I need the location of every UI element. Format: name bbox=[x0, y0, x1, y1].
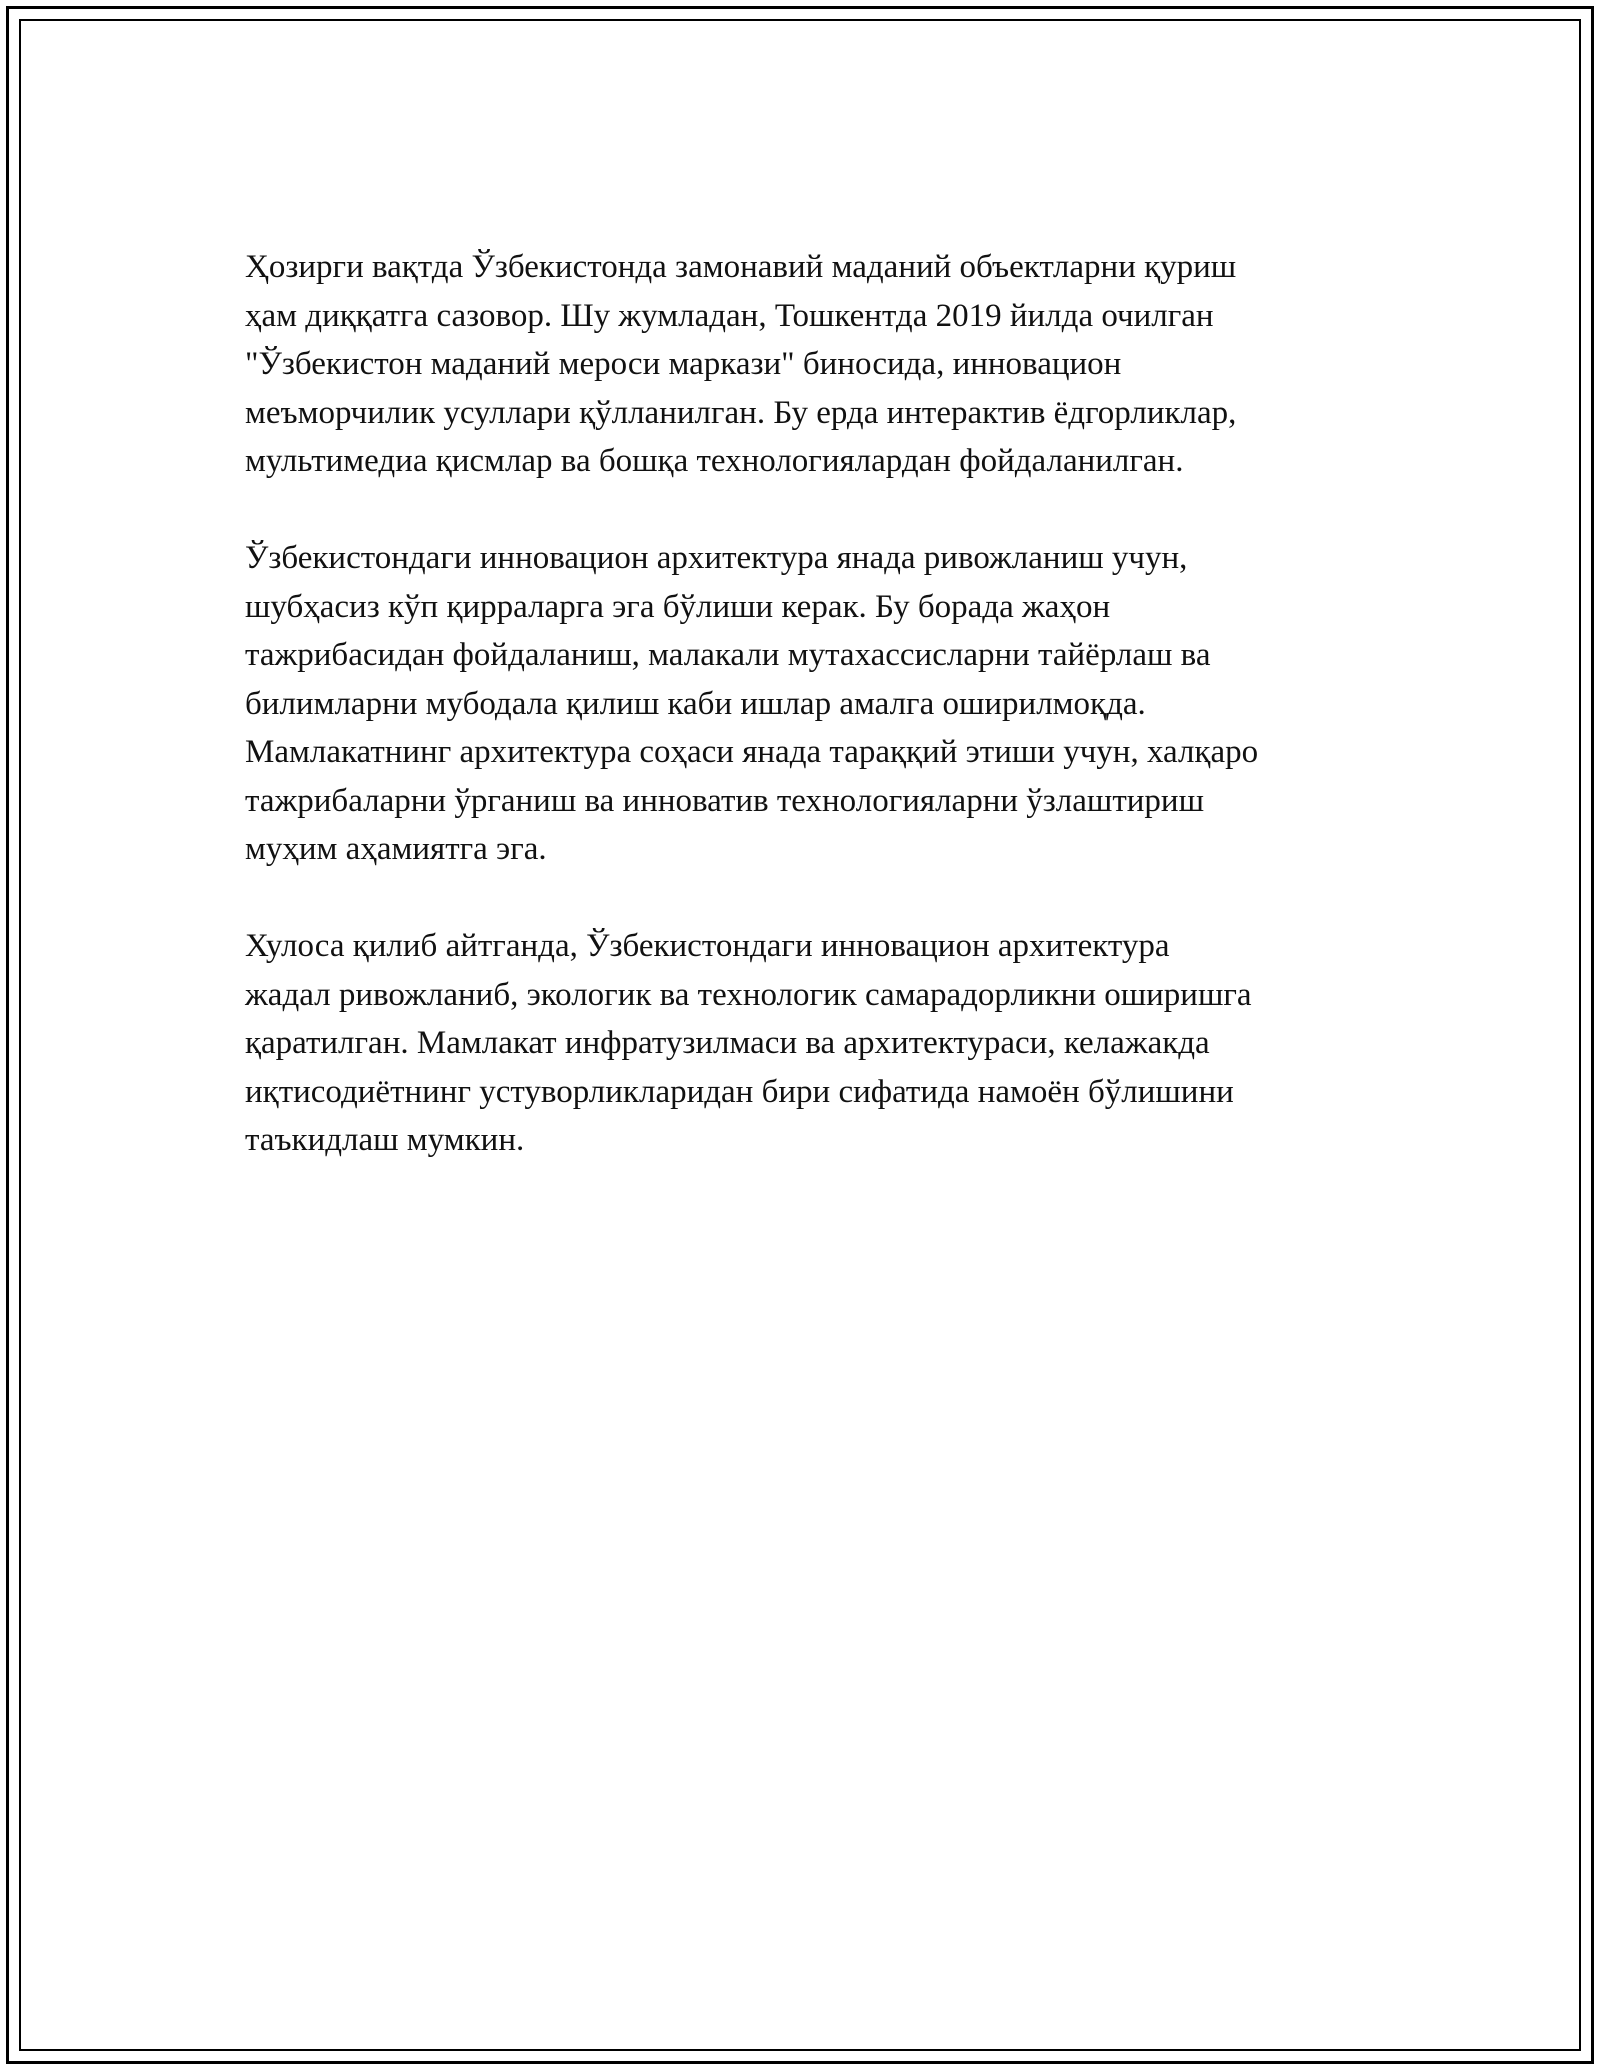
paragraph-line: тажрибаларни ўрганиш ва инноватив технологияларни ўзлаштириш bbox=[245, 782, 1204, 819]
paragraph-line: Мамлакатнинг архитектура соҳаси янада тараққий этиши учун, халқаро bbox=[245, 734, 1259, 770]
paragraph-line: Ҳозирги вақтда Ўзбекистонда замонавий маданий объектларни қуриш bbox=[245, 249, 1237, 285]
paragraph-line: меъморчилик усуллари қўлланилган. Бу ерда интерактив ёдгорликлар, bbox=[245, 394, 1237, 431]
paragraph-line: Ўзбекистондаги инновацион архитектура янада ривожланиш учун, bbox=[245, 540, 1188, 576]
paragraph-line: қаратилган. Мамлакат инфратузилмаси ва архитектураси, келажакда bbox=[245, 1025, 1210, 1061]
paragraph-line: шубҳасиз кўп қирраларга эга бўлиши керак. Бу борада жаҳон bbox=[245, 588, 1111, 625]
paragraph-line: ҳам диққатга сазовор. Шу жумладан, Тошкентда 2019 йилда очилган bbox=[245, 297, 1214, 334]
paragraph-line: мультимедиа қисмлар ва бошқа технологиялардан фойдаланилган. bbox=[245, 443, 1184, 479]
document-body bbox=[245, 243, 1385, 1213]
paragraph-line: иқтисодиётнинг устуворликларидан бири сифатида намоён бўлишини bbox=[245, 1073, 1234, 1110]
paragraph-3 bbox=[245, 922, 1385, 1165]
paragraph-line: жадал ривожланиб, экологик ва технологик самарадорликни оширишга bbox=[245, 976, 1252, 1013]
paragraph-line: билимларни мубодала қилиш каби ишлар амалга оширилмоқда. bbox=[245, 685, 1146, 722]
paragraph-line: тажрибасидан фойдаланиш, малакали мутахассисларни тайёрлаш ва bbox=[245, 637, 1211, 673]
paragraph-2 bbox=[245, 534, 1385, 874]
paragraph-line: "Ўзбекистон маданий мероси маркази" биносида, инновацион bbox=[245, 346, 1122, 382]
paragraph-line: муҳим аҳамиятга эга. bbox=[245, 831, 547, 867]
page-frame bbox=[6, 6, 1594, 2064]
paragraph-1 bbox=[245, 243, 1385, 486]
paragraph-line: Хулоса қилиб айтганда, Ўзбекистондаги инновацион архитектура bbox=[245, 928, 1170, 964]
paragraph-line: таъкидлаш мумкин. bbox=[245, 1122, 525, 1158]
